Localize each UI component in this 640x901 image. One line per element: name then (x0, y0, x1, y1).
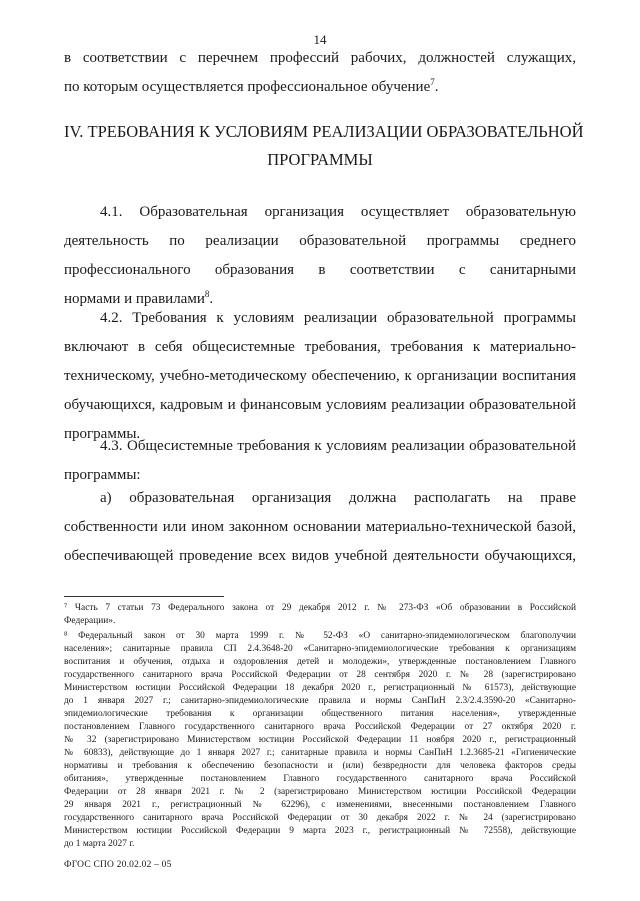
p42-line-3: техническому, учебно-методическому обеспечению, к организации воспитания (64, 368, 576, 384)
footnote-separator (64, 596, 224, 597)
p42-line-4: обучающихся, кадровым и финансовым условиям реализации образовательной (64, 397, 576, 413)
intro-line-1: в соответствии с перечнем профессий рабочих, должностей служащих, (64, 50, 576, 66)
pa-line-1: а) образовательная организация должна располагать на праве (100, 490, 576, 506)
footnote-8-line-4: государственного санитарного врача Российской Федерации от 28 сентября 2020 г. № 28 (зарегистрировано (64, 670, 576, 680)
footnote-8-line-8: постановлением Главного государственного санитарного врача Российской Федерации от 27 октября 2020 г. (64, 722, 576, 732)
intro-line-2 (64, 73, 576, 102)
footnote-8-line-5: Министерством юстиции Российской Федерации 18 декабря 2020 г., регистрационный № 61573), действующие (64, 683, 576, 693)
footnote-8-line-3: воспитания и обучения, отдыха и оздоровления детей и молодежи», утвержденные постановлением Главного (64, 657, 576, 667)
footnote-8-line-9: № 32 (зарегистрировано Министерством юстиции Российской Федерации 11 ноября 2020 г., регистрационный (64, 735, 576, 745)
section-heading-line-2: ПРОГРАММЫ (267, 150, 373, 169)
footnote-7-line-2: Федерации». (64, 616, 116, 626)
p41-line-2: деятельность по реализации образовательной программы среднего (64, 233, 576, 249)
footnote-8-line-12: обитания», утвержденные постановлением Главного государственного санитарного врача Российской (64, 774, 576, 784)
intro-line-2-text: по которым осуществляется профессиональное обучение (64, 79, 431, 95)
footnote-8-line-1: ⁸ Федеральный закон от 30 марта 1999 г. № 52-ФЗ «О санитарно-эпидемиологическом благополучии (64, 631, 576, 641)
footnote-8-line-13: Федерации от 28 января 2021 г. № 2 (зарегистрировано Министерством юстиции Российской Федерации (64, 787, 576, 797)
pa-line-3: обеспечивающей проведение всех видов учебной деятельности обучающихся, (64, 548, 576, 564)
p41-line-4-text: нормами и правилами (64, 291, 205, 307)
footnote-7-line-1: ⁷ Часть 7 статьи 73 Федерального закона от 29 декабря 2012 г. № 273-ФЗ «Об образовании в Российской (64, 603, 576, 613)
footnote-8-line-15: государственного санитарного врача Российской Федерации от 30 декабря 2022 г. № 24 (зарегистрировано (64, 813, 576, 823)
p41-line-1: 4.1. Образовательная организация осуществляет образовательную (100, 204, 576, 220)
footnote-8-line-6: до 1 января 2027 г.; санитарно-эпидемиологические правила и нормы СанПиН 2.3/2.4.3590-20 «Санитарно- (64, 696, 576, 706)
document-code: ФГОС СПО 20.02.02 – 05 (64, 860, 172, 870)
p43-line-1: 4.3. Общесистемные требования к условиям реализации образовательной (100, 438, 576, 454)
p41-tail: . (209, 291, 214, 307)
footnote-8-line-7: эпидемиологические требования к организации общественного питания населения», утвержденные (64, 709, 576, 719)
footnote-8-line-2: населения»; санитарные правила СП 2.4.3648-20 «Санитарно-эпидемиологические требования к организациям (64, 644, 576, 654)
p43-line-2: программы: (64, 467, 141, 483)
footnote-ref-7: 7 (430, 77, 435, 87)
p42-line-5: программы. (64, 426, 141, 442)
footnote-8-line-10: № 60833), действующие до 1 января 2027 г.; санитарные правила и нормы СанПиН 1.2.3685-21 «Гигиенические (64, 748, 576, 758)
p42-line-2: включают в себя общесистемные требования, требования к материально- (64, 339, 576, 355)
section-heading-line-1: IV. ТРЕБОВАНИЯ К УСЛОВИЯМ РЕАЛИЗАЦИИ ОБРАЗОВАТЕЛЬНОЙ (64, 122, 584, 141)
footnote-8-line-16: Министерством юстиции Российской Федерации 9 марта 2023 г., регистрационный № 72558), действующие (64, 826, 576, 836)
pa-line-2: собственности или ином законном основании материально-технической базой, (64, 519, 576, 535)
footnote-8-line-17: до 1 марта 2027 г. (64, 839, 135, 849)
p41-line-3: профессионального образования в соответствии с санитарными (64, 262, 576, 278)
footnote-8-line-14: 29 января 2021 г., регистрационный № 62296), с изменениями, внесенными постановлением Главного (64, 800, 576, 810)
footnote-ref-8: 8 (204, 289, 210, 299)
intro-tail: . (434, 79, 439, 95)
page-number: 14 (313, 32, 327, 47)
p42-line-1: 4.2. Требования к условиям реализации образовательной программы (100, 310, 576, 326)
footnote-8-line-11: нормативы и требования к обеспечению безопасности и (или) безвредности для человека факторов среды (64, 761, 576, 771)
